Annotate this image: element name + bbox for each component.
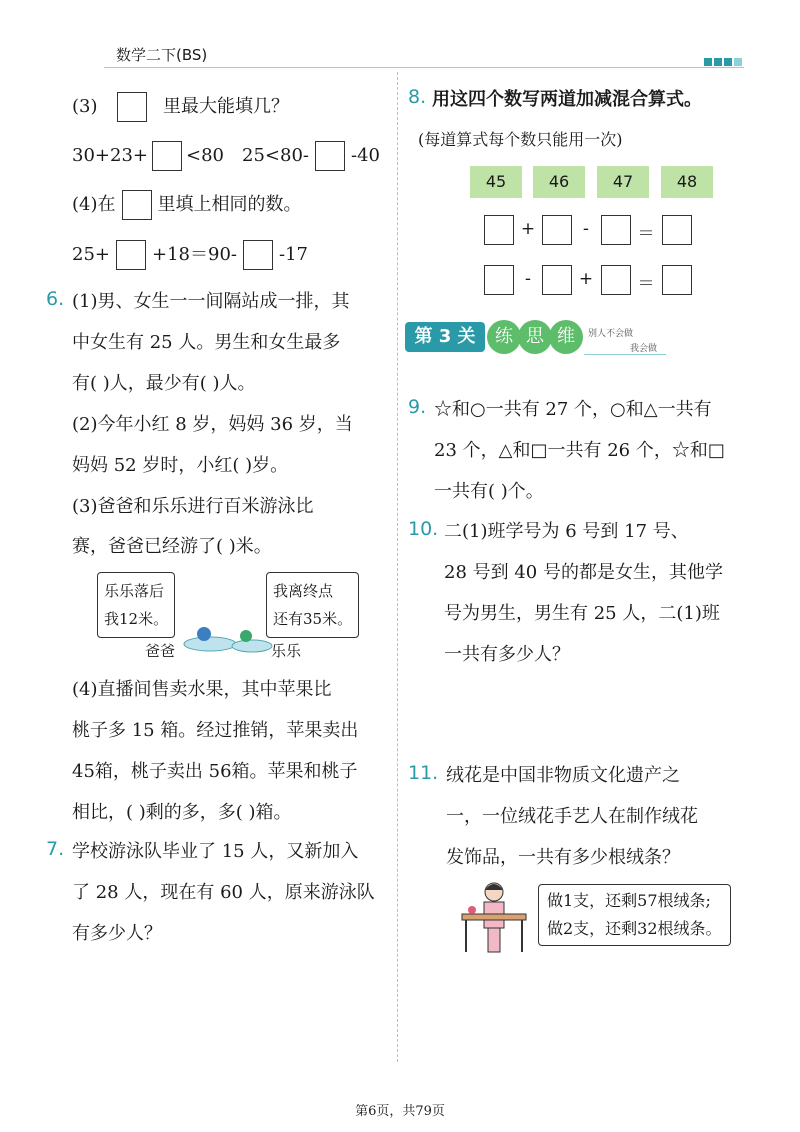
level-slogan-1: 别人不会做 xyxy=(588,329,634,339)
q5-3-equation-2: 25<80- -40 xyxy=(242,141,380,171)
operator: - xyxy=(524,269,532,289)
answer-box[interactable] xyxy=(542,265,572,295)
number-card: 45 xyxy=(470,166,522,198)
answer-box[interactable] xyxy=(662,215,692,245)
operator: + xyxy=(578,269,594,289)
answer-box[interactable] xyxy=(315,141,345,171)
speech-bubble-lele: 乐乐落后 我12米。 xyxy=(97,572,175,638)
answer-box[interactable] xyxy=(117,92,147,122)
q6-line-1: (1)男、女生一一间隔站成一排，其 xyxy=(72,291,350,312)
q6-line-7: 赛，爸爸已经游了( )米。 xyxy=(72,536,272,557)
level-char: 维 xyxy=(549,320,583,354)
label-dad: 爸爸 xyxy=(145,642,176,660)
answer-box[interactable] xyxy=(243,240,273,270)
number-card: 48 xyxy=(661,166,713,198)
q6-line-11: 相比，( )剩的多，多( )箱。 xyxy=(72,802,292,823)
answer-box[interactable] xyxy=(152,141,182,171)
operator: - xyxy=(582,219,590,239)
q11-line-3: 发饰品，一共有多少根绒条？ xyxy=(446,847,680,868)
q11-line-2: 一，一位绒花手艺人在制作绒花 xyxy=(446,806,698,827)
q5-3-equation-1: 30+23+ <80 xyxy=(72,141,224,171)
answer-box[interactable] xyxy=(484,215,514,245)
answer-box[interactable] xyxy=(122,190,152,220)
column-divider xyxy=(397,72,398,1062)
q8-title: 用这四个数写两道加减混合算式。 xyxy=(432,89,702,110)
q9-line-3: 一共有( )个。 xyxy=(434,481,544,502)
q7-line-3: 有多少人？ xyxy=(72,923,162,944)
q5-4-line: (4)在 里填上相同的数。 xyxy=(72,190,302,220)
q6-line-8: (4)直播间售卖水果，其中苹果比 xyxy=(72,679,332,700)
q7-line-1: 学校游泳队毕业了 15 人，又新加入 xyxy=(72,841,359,862)
q10-line-3: 号为男生，男生有 25 人，二(1)班 xyxy=(444,603,720,624)
craftsperson-illustration xyxy=(458,878,530,958)
q5-4-equation: 25+ +18＝90- -17 xyxy=(72,240,308,270)
q6-line-10: 45箱，桃子卖出 56箱。苹果和桃子 xyxy=(72,761,358,782)
page-header-title: 数学二下(BS) xyxy=(116,46,208,64)
answer-box[interactable] xyxy=(542,215,572,245)
q10-line-1: 二(1)班学号为 6 号到 17 号、 xyxy=(444,521,689,542)
q10-number: 10. xyxy=(408,518,439,540)
level-char: 练 xyxy=(487,320,521,354)
q6-line-3: 有( )人，最少有( )人。 xyxy=(72,373,256,394)
number-card: 46 xyxy=(533,166,585,198)
header-divider xyxy=(104,67,744,68)
q6-line-4: (2)今年小红 8 岁，妈妈 36 岁，当 xyxy=(72,414,353,435)
label-lele: 乐乐 xyxy=(271,642,302,660)
operator: ＝ xyxy=(637,224,655,244)
level-char: 思 xyxy=(518,320,552,354)
level-badge: 第 3 关 xyxy=(405,322,485,352)
q5-3-label: (3) xyxy=(72,96,98,117)
q5-3-line xyxy=(72,92,289,122)
operator: + xyxy=(520,219,536,239)
q7-number: 7. xyxy=(46,838,65,860)
page-footer: 第6页，共79页 xyxy=(355,1104,445,1119)
q7-line-2: 了 28 人，现在有 60 人，原来游泳队 xyxy=(72,882,375,903)
answer-box[interactable] xyxy=(601,265,631,295)
q5-3-text: 里最大能填几？ xyxy=(162,96,289,117)
q10-line-2: 28 号到 40 号的都是女生，其他学 xyxy=(444,562,723,583)
q9-line-2: 23 个，△和□一共有 26 个，☆和□ xyxy=(434,440,725,461)
q6-line-9: 桃子多 15 箱。经过推销，苹果卖出 xyxy=(72,720,359,741)
answer-box[interactable] xyxy=(662,265,692,295)
q6-line-5: 妈妈 52 岁时，小红( )岁。 xyxy=(72,455,289,476)
q8-number: 8. xyxy=(408,86,427,108)
level-slogan-2: 我会做 xyxy=(630,344,658,354)
answer-box[interactable] xyxy=(484,265,514,295)
q6-line-2: 中女生有 25 人。男生和女生最多 xyxy=(72,332,341,353)
q11-number: 11. xyxy=(408,762,439,784)
q11-line-1: 绒花是中国非物质文化遗产之 xyxy=(446,765,680,786)
level-underline xyxy=(584,354,666,355)
operator: ＝ xyxy=(637,274,655,294)
q10-line-4: 一共有多少人？ xyxy=(444,644,570,665)
number-card: 47 xyxy=(597,166,649,198)
answer-box[interactable] xyxy=(116,240,146,270)
speech-bubble-dad: 我离终点 还有35米。 xyxy=(266,572,359,638)
q9-line-1: ☆和○一共有 27 个，○和△一共有 xyxy=(434,399,712,420)
swimmers-illustration xyxy=(180,618,280,658)
q8-note: (每道算式每个数只能用一次) xyxy=(418,130,623,149)
q9-number: 9. xyxy=(408,396,427,418)
answer-box[interactable] xyxy=(601,215,631,245)
q6-number: 6. xyxy=(46,288,65,310)
q6-line-6: (3)爸爸和乐乐进行百米游泳比 xyxy=(72,496,314,517)
speech-bubble-craftsperson: 做1支，还剩57根绒条; 做2支，还剩32根绒条。 xyxy=(538,884,731,946)
